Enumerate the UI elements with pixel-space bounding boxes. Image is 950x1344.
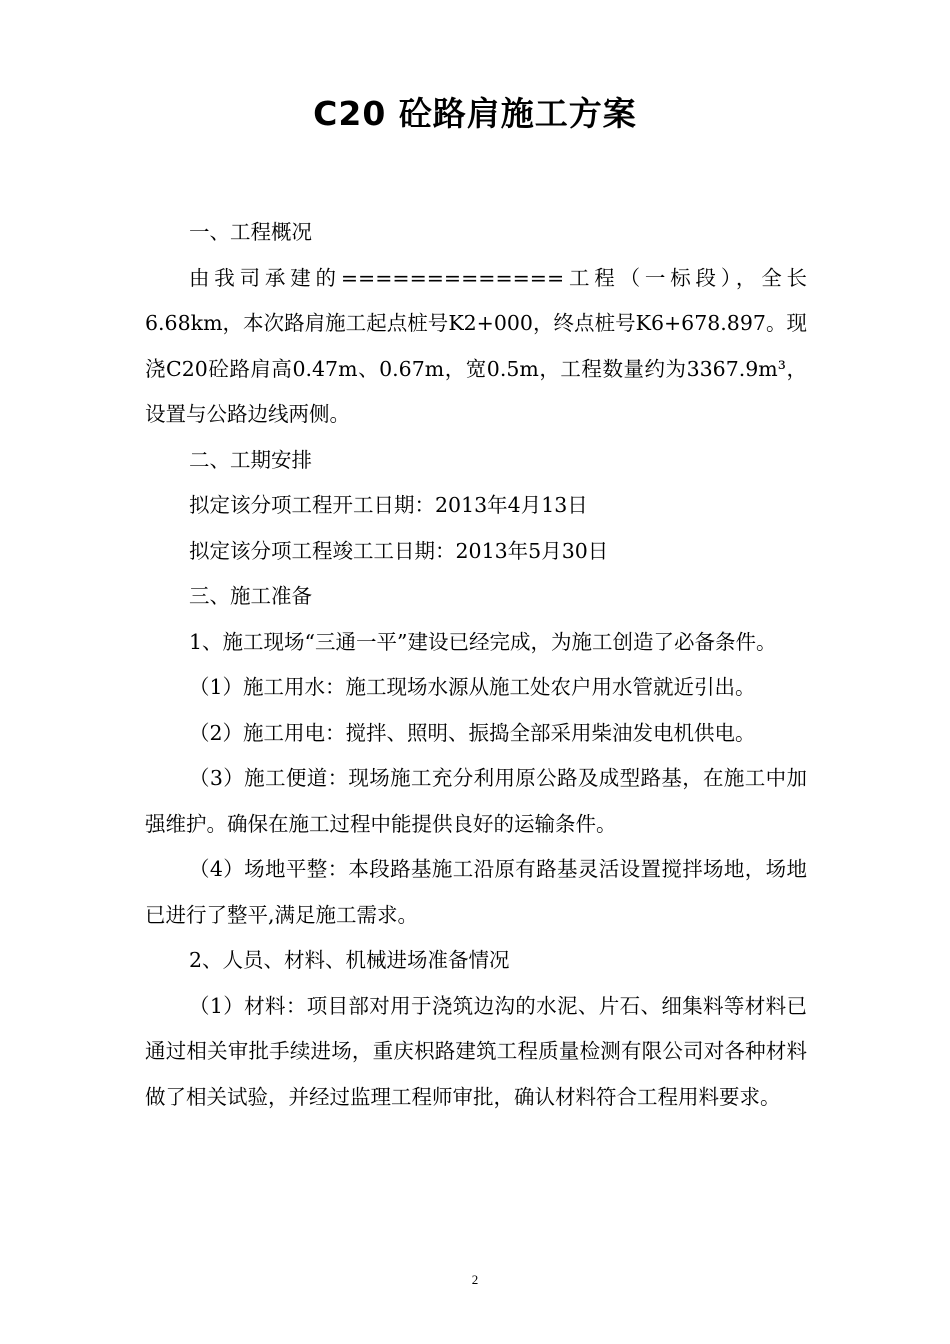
document-body: [145, 210, 807, 1120]
page-number: 2: [471, 1272, 479, 1287]
document-title: C20 砼路肩施工方案: [313, 94, 637, 133]
section-heading-schedule: 二、工期安排: [189, 447, 312, 472]
section-heading-preparation: 三、施工准备: [189, 584, 312, 608]
paragraph-access-road: （3）施工便道：现场施工充分利用原公路及成型路基，在施工中加强维护。确保在施工过程中能提供良好的运输条件。: [145, 766, 807, 836]
paragraph-power: （2）施工用电：搅拌、照明、振捣全部采用柴油发电机供电。: [189, 720, 756, 745]
paragraph-water: （1）施工用水：施工现场水源从施工处农户用水管就近引出。: [189, 675, 756, 699]
paragraph-completion-date: 拟定该分项工程竣工工日期：2013年5月30日: [189, 538, 609, 563]
paragraph-site-leveling: （4）场地平整：本段路基施工沿原有路基灵活设置搅拌场地，场地已进行了整平,满足施工需求。: [145, 857, 807, 927]
paragraph-start-date: 拟定该分项工程开工日期：2013年4月13日: [189, 493, 588, 517]
paragraph-site-ready: 1、施工现场“三通一平”建设已经完成，为施工创造了必备条件。: [189, 629, 777, 654]
section-heading-overview: 一、工程概况: [189, 220, 312, 244]
paragraph-materials: （1）材料：项目部对用于浇筑边沟的水泥、片石、细集料等材料已通过相关审批手续进场，重庆枳路建筑工程质量检测有限公司对各种材料做了相关试验，并经过监理工程师审批，确认材料符合工程用料要求。: [145, 993, 807, 1109]
paragraph-resources-heading: 2、人员、材料、机械进场准备情况: [189, 948, 510, 972]
paragraph-project-overview: 由我司承建的=============工程（一标段），全长6.68km，本次路肩施工起点桩号K2+000，终点桩号K6+678.897。现浇C20砼路肩高0.47m、0.67m，宽0.5m，工程数量约为3367.9m³，设置与公路边线两侧。: [145, 265, 807, 426]
